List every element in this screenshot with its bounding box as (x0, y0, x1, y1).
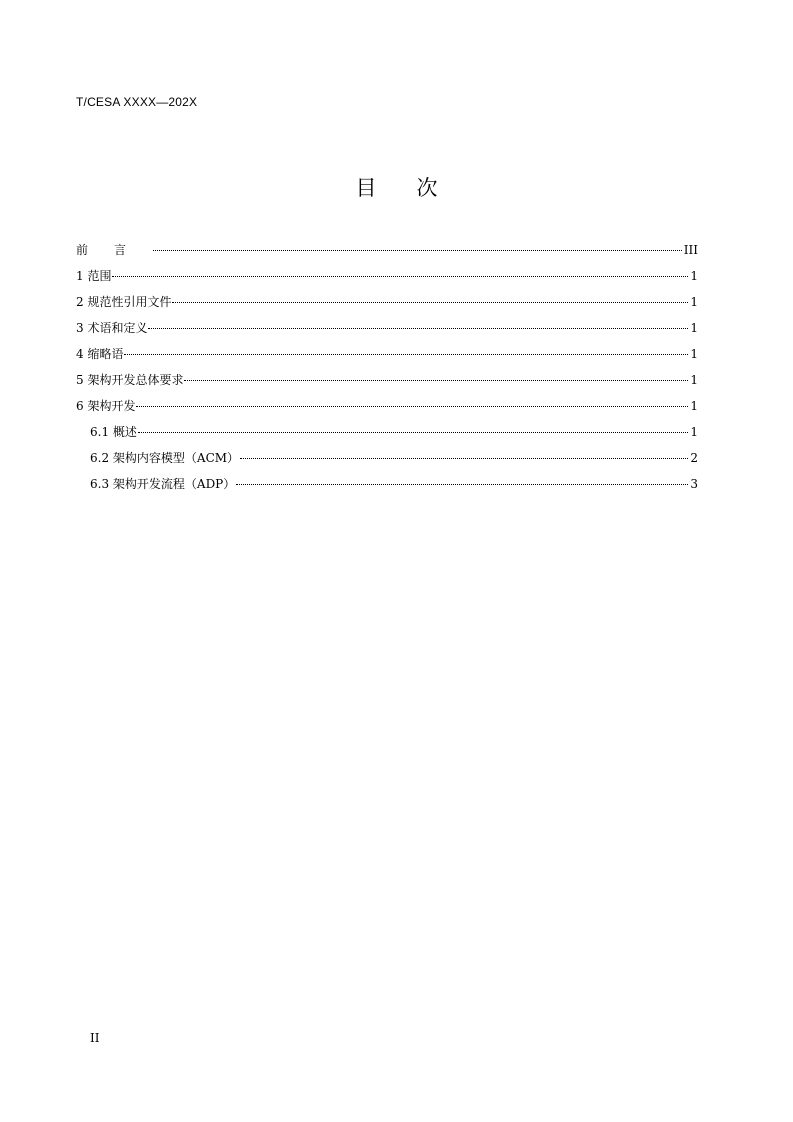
toc-entry-general-requirements[interactable] (76, 370, 698, 396)
toc-entry-page: 1 (690, 295, 698, 309)
toc-entry-label: 6.3 架构开发流程（ADP） (90, 477, 236, 491)
toc-entry-label: 6 架构开发 (76, 399, 136, 413)
toc-entry-page: 1 (690, 269, 698, 283)
toc-entry-page: III (683, 243, 698, 257)
dot-leader (138, 432, 688, 433)
toc-entry-acm[interactable] (76, 448, 698, 474)
toc-title: 目次 (355, 176, 478, 200)
toc-entry-label: 2 规范性引用文件 (76, 295, 172, 309)
toc-entry-adp[interactable] (76, 474, 698, 500)
toc-entry-abbreviations[interactable] (76, 344, 698, 370)
toc-entry-normative-references[interactable] (76, 292, 698, 318)
toc-entry-page: 2 (690, 451, 698, 465)
dot-leader (240, 458, 688, 459)
toc-entry-label: 5 架构开发总体要求 (76, 373, 184, 387)
toc-entry-overview[interactable] (76, 422, 698, 448)
toc-entry-scope[interactable] (76, 266, 698, 292)
dot-leader (153, 250, 682, 251)
toc-entry-label: 1 范围 (76, 269, 112, 283)
table-of-contents (76, 240, 698, 500)
dot-leader (148, 328, 688, 329)
toc-entry-architecture-development[interactable] (76, 396, 698, 422)
toc-entry-label: 6.1 概述 (90, 425, 137, 439)
toc-entry-label: 6.2 架构内容模型（ACM） (90, 451, 240, 465)
dot-leader (112, 276, 688, 277)
toc-entry-page: 1 (690, 399, 698, 413)
toc-entry-label: 3 术语和定义 (76, 321, 148, 335)
toc-entry-page: 3 (690, 477, 698, 491)
toc-entry-page: 1 (690, 373, 698, 387)
document-code: T/CESA XXXX—202X (76, 95, 198, 109)
page-number: II (90, 1031, 100, 1045)
toc-entry-terms-definitions[interactable] (76, 318, 698, 344)
toc-entry-label: 4 缩略语 (76, 347, 124, 361)
dot-leader (124, 354, 688, 355)
dot-leader (172, 302, 688, 303)
toc-entry-page: 1 (690, 321, 698, 335)
toc-entry-label: 前言 (76, 243, 153, 257)
dot-leader (236, 484, 688, 485)
toc-entry-page: 1 (690, 425, 698, 439)
dot-leader (184, 380, 688, 381)
toc-entry-page: 1 (690, 347, 698, 361)
dot-leader (136, 406, 688, 407)
toc-entry-foreword[interactable] (76, 240, 698, 266)
